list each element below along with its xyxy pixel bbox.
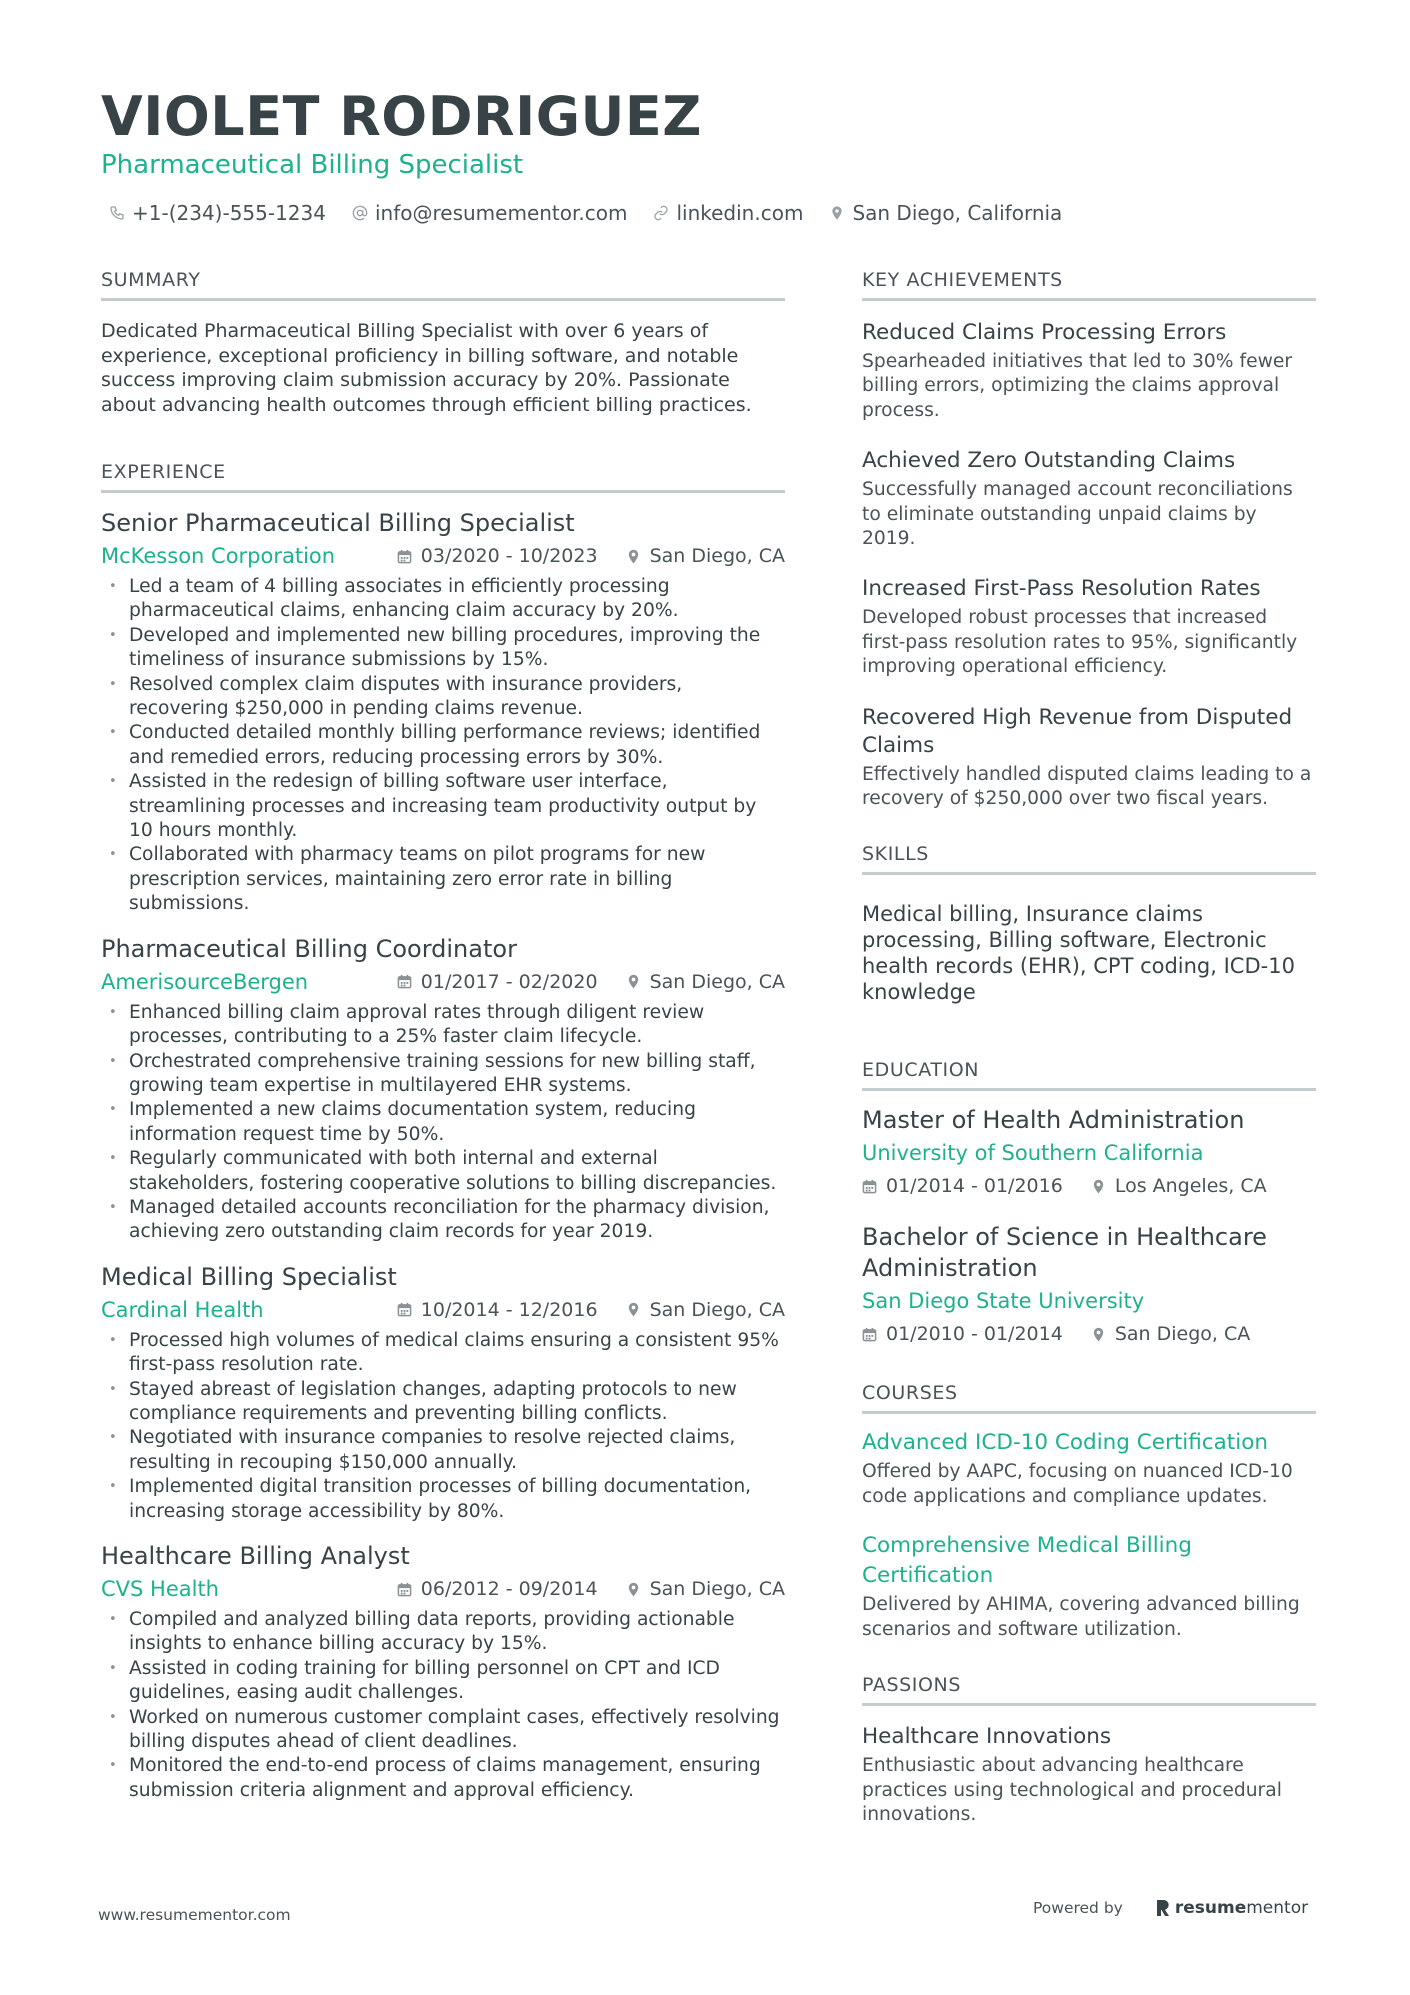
job-bullet: • Implemented a new claims documentation system, reducing information request time by 50%.: [101, 1098, 785, 1147]
achievement-title: Increased First-Pass Resolution Rates: [862, 576, 1261, 602]
company-name: McKesson Corporation: [101, 544, 336, 568]
job-dates: [397, 545, 598, 567]
course-title: Comprehensive Medical Billing Certification: [862, 1533, 1192, 1589]
achievement-desc: Spearheaded initiatives that led to 30% fewer billing errors, optimizing the claims approval process.: [862, 351, 1293, 421]
experience-section: [101, 459, 785, 1803]
achievement-desc: Developed robust processes that increased first-pass resolution rates to 95%, significantly improving operational efficiency.: [862, 607, 1298, 678]
summary-text: Dedicated Pharmaceutical Billing Specialist with over 6 years of experience, exceptional proficiency in billing software, and notable success improving claim submission accuracy by 20%. Passionate about advancing health outcomes through efficient billing practices.: [101, 320, 752, 416]
contact-phone[interactable]: [109, 201, 326, 225]
job-meta-row: [101, 1293, 785, 1327]
achievement-item: [862, 704, 1316, 812]
job-location: [626, 971, 785, 993]
courses-section: [862, 1380, 1316, 1642]
course-desc: Offered by AAPC, focusing on nuanced ICD-10 code applications and compliance updates.: [862, 1461, 1293, 1507]
job-dates-text: 03/2020 - 10/2023: [420, 545, 598, 567]
job-bullet: • Negotiated with insurance companies to resolve rejected claims, resulting in recouping $150,000 annually.: [101, 1426, 785, 1475]
achievement-list: [862, 319, 1316, 811]
location-pin-icon: [1091, 1327, 1106, 1342]
job-meta: [397, 545, 785, 567]
job-bullets: [101, 575, 785, 917]
job-bullet: • Processed high volumes of medical claims ensuring a consistent 95% first-pass resolution rate.: [101, 1329, 785, 1378]
school-name: University of Southern California: [862, 1141, 1204, 1166]
candidate-role: Pharmaceutical Billing Specialist: [101, 150, 524, 180]
job-location: [626, 1299, 785, 1321]
candidate-name: VIOLET RODRIGUEZ: [101, 85, 702, 148]
education-heading: EDUCATION: [862, 1057, 1316, 1091]
job-meta: [397, 1299, 785, 1321]
job-bullet: • Implemented digital transition processes of billing documentation, increasing storage accessibility by 80%.: [101, 1475, 785, 1524]
job-bullet: • Enhanced billing claim approval rates through diligent review processes, contributing to a 25% faster claim lifecycle.: [101, 1001, 785, 1050]
job-bullet: • Monitored the end-to-end process of claims management, ensuring submission criteria alignment and approval efficiency.: [101, 1754, 785, 1803]
skills-heading: SKILLS: [862, 841, 1316, 875]
company-name: AmerisourceBergen: [101, 969, 309, 994]
location-pin-icon: [829, 205, 845, 221]
job-entry: [101, 507, 785, 917]
right-column: [862, 267, 1316, 1857]
education-location-text: Los Angeles, CA: [1114, 1175, 1267, 1198]
job-title: Medical Billing Specialist: [101, 1262, 397, 1291]
job-location-text: San Diego, CA: [649, 970, 785, 993]
location-pin-icon: [1091, 1179, 1106, 1194]
linkedin-text: linkedin.com: [676, 201, 804, 225]
summary-heading: SUMMARY: [101, 267, 785, 301]
job-location-text: San Diego, CA: [649, 1578, 785, 1600]
resumementor-logo[interactable]: [1155, 1898, 1308, 1918]
job-bullet: • Developed and implemented new billing procedures, improving the timeliness of insurance submissions by 15%.: [101, 624, 785, 673]
skills-section: [862, 841, 1316, 1005]
course-desc: Delivered by AHIMA, covering advanced billing scenarios and software utilization.: [862, 1594, 1300, 1640]
job-meta-row: [101, 1572, 785, 1606]
contact-location: [829, 201, 1062, 225]
school-name: San Diego State University: [862, 1289, 1145, 1314]
achievement-item: [862, 575, 1316, 679]
education-meta: [862, 1318, 1316, 1350]
at-icon: [352, 205, 368, 221]
job-location: [626, 545, 785, 567]
achievement-desc: Successfully managed account reconciliations to eliminate outstanding unpaid claims by 2019.: [862, 479, 1293, 550]
calendar-icon: [397, 974, 412, 989]
achievement-title: Achieved Zero Outstanding Claims: [862, 448, 1236, 474]
job-dates-text: 01/2017 - 02/2020: [420, 970, 598, 993]
resumementor-logo-icon: [1155, 1898, 1171, 1918]
location-pin-icon: [626, 974, 641, 989]
job-title: Pharmaceutical Billing Coordinator: [101, 934, 517, 963]
job-bullet: • Resolved complex claim disputes with insurance providers, recovering $250,000 in pending claims revenue.: [101, 673, 785, 722]
job-entry: [101, 1261, 785, 1524]
achievement-item: [862, 319, 1316, 423]
job-bullets: [101, 1608, 785, 1803]
achievement-desc: Effectively handled disputed claims leading to a recovery of $250,000 over two fiscal years.: [862, 763, 1312, 810]
job-bullet: • Regularly communicated with both internal and external stakeholders, fostering cooperative solutions to billing discrepancies.: [101, 1147, 785, 1196]
phone-text: +1-(234)-555-1234: [132, 201, 326, 225]
contact-bar: [109, 198, 1088, 228]
location-text: San Diego, California: [852, 201, 1063, 225]
job-bullet: • Assisted in the redesign of billing software user interface, streamlining processes and increasing team productivity output by 10 hours monthly.: [101, 770, 785, 843]
education-item: [862, 1222, 1316, 1350]
job-dates: [397, 971, 598, 993]
passion-item: [862, 1722, 1316, 1827]
job-location-text: San Diego, CA: [649, 1298, 785, 1321]
course-list: [862, 1428, 1316, 1642]
passions-heading: PASSIONS: [862, 1672, 1316, 1706]
job-bullets: [101, 1001, 785, 1245]
degree-title: Master of Health Administration: [862, 1106, 1245, 1135]
company-name: CVS Health: [101, 1577, 219, 1601]
job-title: Senior Pharmaceutical Billing Specialist: [101, 509, 575, 537]
job-bullet: • Compiled and analyzed billing data reports, providing actionable insights to enhance billing accuracy by 15%.: [101, 1608, 785, 1657]
logo-word-bold: resume: [1174, 1898, 1247, 1918]
achievement-title: Reduced Claims Processing Errors: [862, 320, 1227, 345]
passions-section: [862, 1672, 1316, 1827]
left-column: [101, 267, 785, 1833]
education-location: [1091, 1175, 1267, 1197]
location-pin-icon: [626, 1582, 641, 1597]
calendar-icon: [862, 1327, 877, 1342]
calendar-icon: [397, 1582, 412, 1597]
job-bullet: • Managed detailed accounts reconciliation for the pharmacy division, achieving zero outstanding claim records for year 2019.: [101, 1196, 785, 1245]
job-bullet: • Conducted detailed monthly billing performance reviews; identified and remedied errors, reducing processing errors by 30%.: [101, 721, 785, 770]
course-item: [862, 1531, 1316, 1642]
calendar-icon: [397, 1302, 412, 1317]
email-text: info@resumementor.com: [374, 201, 628, 225]
logo-word-light: mentor: [1246, 1898, 1309, 1918]
job-list: [101, 507, 785, 1803]
powered-by-label: Powered by: [1033, 1899, 1123, 1917]
course-item: [862, 1428, 1316, 1509]
job-bullet: • Led a team of 4 billing associates in efficiently processing pharmaceutical claims, enhancing claim accuracy by 20%.: [101, 575, 785, 624]
experience-heading: EXPERIENCE: [101, 459, 785, 493]
job-bullets: [101, 1329, 785, 1524]
passion-desc: Enthusiastic about advancing healthcare practices using technological and procedural innovations.: [862, 1755, 1282, 1825]
education-item: [862, 1105, 1316, 1202]
skills-text: Medical billing, Insurance claims processing, Billing software, Electronic health records (EHR), CPT coding, ICD-10 knowledge: [862, 902, 1295, 1005]
job-entry: [101, 933, 785, 1245]
calendar-icon: [862, 1179, 877, 1194]
education-dates: [862, 1175, 1063, 1197]
education-section: [862, 1057, 1316, 1350]
achievement-item: [862, 447, 1316, 551]
achievements-section: [862, 267, 1316, 811]
education-dates-text: 01/2014 - 01/2016: [886, 1175, 1063, 1198]
job-bullet: • Collaborated with pharmacy teams on pilot programs for new prescription services, maintaining zero error rate in billing submissions.: [101, 843, 785, 916]
job-dates-text: 10/2014 - 12/2016: [420, 1298, 598, 1321]
job-dates: [397, 1578, 598, 1600]
phone-icon: [109, 205, 125, 221]
job-title: Healthcare Billing Analyst: [101, 1542, 410, 1570]
job-location-text: San Diego, CA: [649, 545, 785, 567]
job-bullet: • Worked on numerous customer complaint cases, effectively resolving billing disputes ahead of client deadlines.: [101, 1706, 785, 1755]
job-bullet: • Assisted in coding training for billing personnel on CPT and ICD guidelines, easing audit challenges.: [101, 1657, 785, 1706]
job-meta: [397, 971, 785, 993]
footer-website[interactable]: www.resumementor.com: [98, 1906, 291, 1924]
education-dates-text: 01/2010 - 01/2014: [886, 1323, 1063, 1346]
contact-email[interactable]: [352, 201, 627, 225]
job-entry: [101, 1540, 785, 1803]
education-dates: [862, 1323, 1063, 1345]
course-title: Advanced ICD-10 Coding Certification: [862, 1430, 1268, 1456]
education-list: [862, 1105, 1316, 1350]
job-location: [626, 1578, 785, 1600]
education-location-text: San Diego, CA: [1114, 1323, 1251, 1346]
job-meta-row: [101, 539, 785, 573]
achievements-heading: KEY ACHIEVEMENTS: [862, 267, 1316, 301]
passion-list: [862, 1722, 1316, 1827]
company-name: Cardinal Health: [101, 1297, 264, 1322]
job-meta: [397, 1578, 785, 1600]
footer-brand: [1033, 1898, 1308, 1918]
location-pin-icon: [626, 549, 641, 564]
education-location: [1091, 1323, 1250, 1345]
degree-title: Bachelor of Science in Healthcare Administration: [862, 1223, 1267, 1283]
achievement-title: Recovered High Revenue from Disputed Claims: [862, 704, 1293, 758]
job-dates-text: 06/2012 - 09/2014: [420, 1578, 598, 1600]
job-meta-row: [101, 965, 785, 999]
courses-heading: COURSES: [862, 1380, 1316, 1414]
job-bullet: • Orchestrated comprehensive training sessions for new billing staff, growing team expertise in multilayered EHR systems.: [101, 1050, 785, 1099]
calendar-icon: [397, 549, 412, 564]
summary-section: [101, 267, 785, 417]
job-bullet: • Stayed abreast of legislation changes, adapting protocols to new compliance requirements and preventing billing conflicts.: [101, 1378, 785, 1427]
link-icon: [653, 205, 669, 221]
education-meta: [862, 1170, 1316, 1202]
location-pin-icon: [626, 1302, 641, 1317]
contact-linkedin[interactable]: [653, 201, 803, 225]
passion-title: Healthcare Innovations: [862, 1724, 1112, 1750]
job-dates: [397, 1299, 598, 1321]
